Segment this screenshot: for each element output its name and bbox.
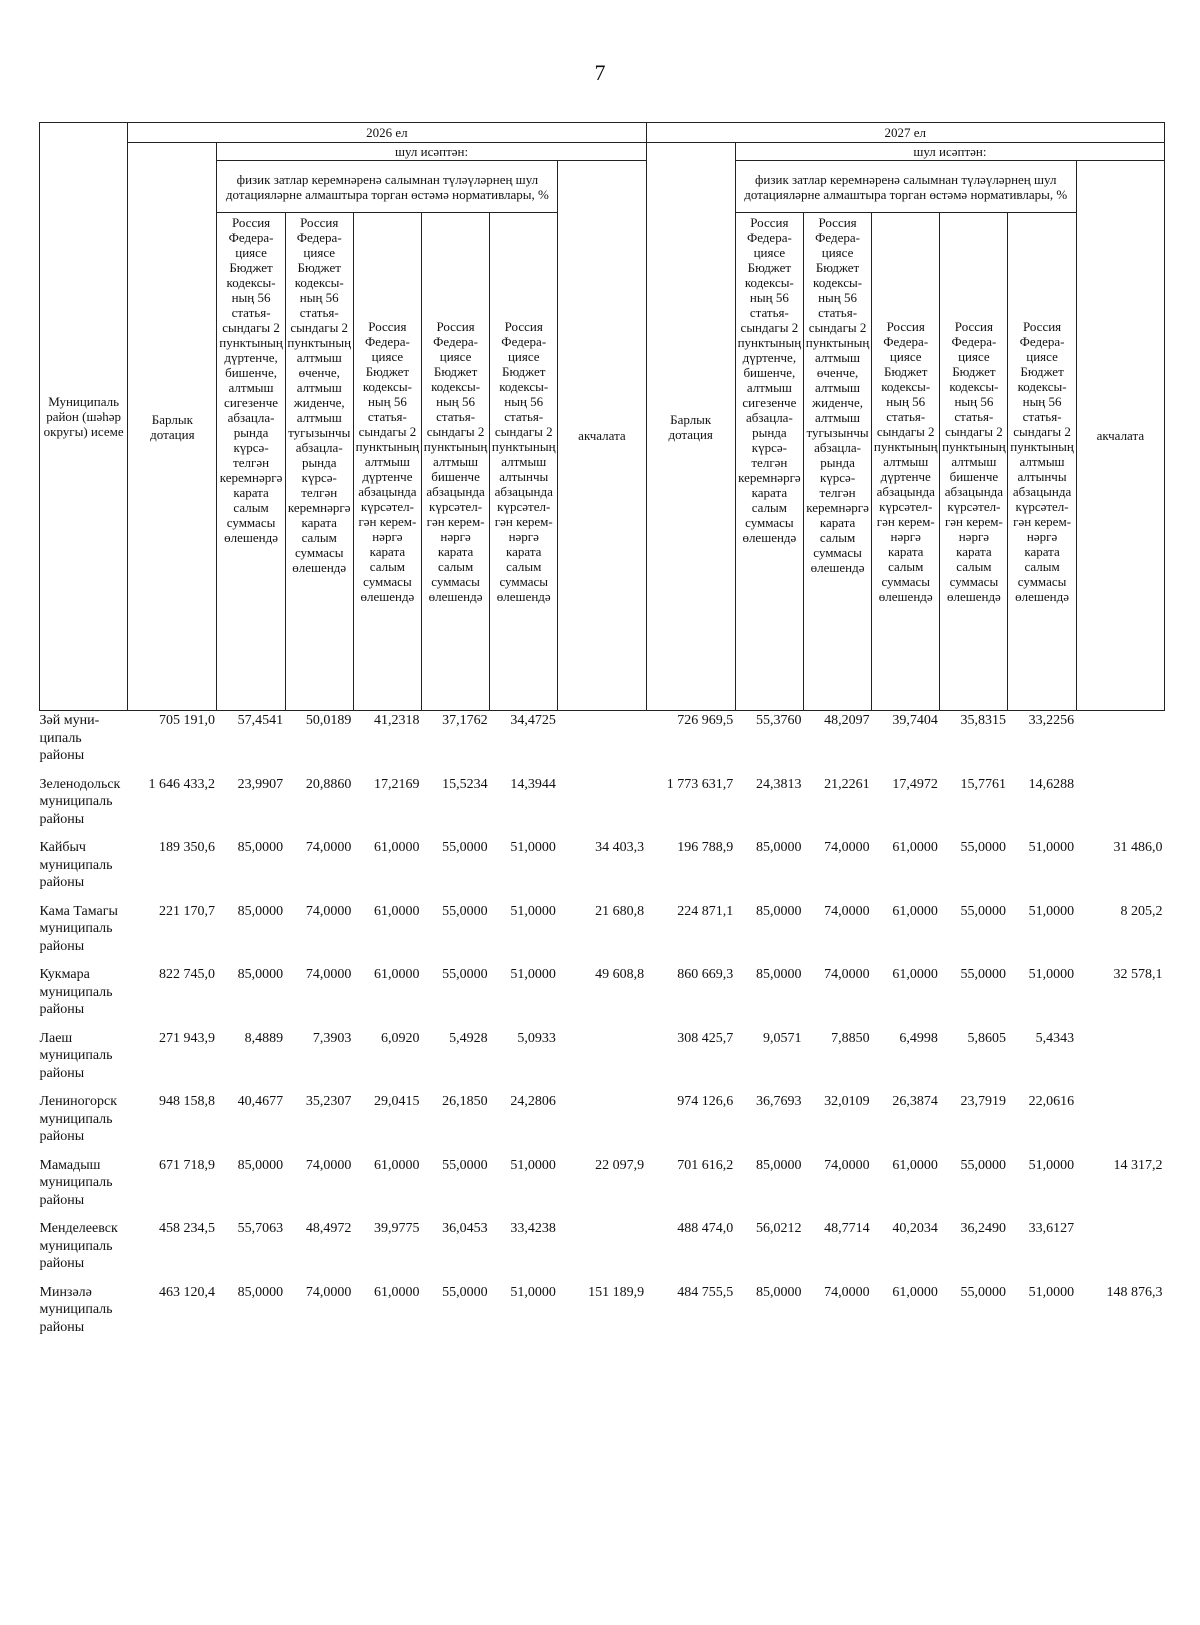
norm-5-2026: 34,4725 <box>510 713 556 728</box>
norm-5-2026: 5,0933 <box>517 1030 556 1046</box>
norm-4-2027: 55,0000 <box>960 903 1006 919</box>
norm-3-2027: 61,0000 <box>892 840 938 855</box>
norm-5-2027: 51,0000 <box>1028 903 1075 919</box>
norm-2-2026: 74,0000 <box>305 1157 352 1173</box>
cash-2026: 21 680,8 <box>595 903 645 919</box>
norm-3-2026: 61,0000 <box>373 1284 420 1300</box>
norm-3-2027: 61,0000 <box>892 1157 938 1173</box>
subsidy-table <box>39 122 1165 1346</box>
norm-3-2026: 17,2169 <box>373 776 420 792</box>
norm-3-2026: 61,0000 <box>373 1157 420 1173</box>
table-row <box>40 1283 1165 1347</box>
norm-1-2026: 85,0000 <box>237 967 284 982</box>
cash-2027: 14 317,2 <box>1113 1157 1163 1173</box>
cash-2027 <box>1076 1029 1164 1093</box>
norm-2-2027: 7,8850 <box>831 1030 870 1046</box>
header-norm-4-2027: Россия Федерациясе Бюджет кодексының 56 статьясындагы 2 пунктының алтмыш бишенче абзацында күрсәтелгән керемнәргә карата салым суммасы өлешендә <box>940 213 1008 711</box>
header-norm-2-2027: Россия Федерациясе Бюджет кодексының 56 статьясындагы 2 пунктының алтмыш өченче, алтмыш жиденче, алтмыш тугызынчы абзацларында күрсәтелгән керемнәргә карата салым суммасы өлешендә <box>803 213 871 711</box>
norm-5-2027: 22,0616 <box>1028 1094 1075 1109</box>
norm-1-2026: 23,9907 <box>237 776 284 792</box>
total-2026: 822 745,0 <box>158 967 215 982</box>
norm-2-2027: 21,2261 <box>824 776 870 792</box>
total-2027: 974 126,6 <box>677 1094 734 1109</box>
header-norms-2026: физик затлар керемнәренә салымнан түләүләрнең шул дотацияләрне алмаштыра торган өстәмә нормативлары, % <box>217 161 558 213</box>
total-2027: 224 871,1 <box>677 903 734 919</box>
norm-2-2026: 35,2307 <box>305 1094 352 1109</box>
total-2027: 484 755,5 <box>677 1284 734 1300</box>
norm-4-2026: 55,0000 <box>442 840 488 855</box>
table-row <box>40 965 1165 1029</box>
norm-3-2026: 39,9775 <box>373 1221 420 1236</box>
norm-2-2027: 48,7714 <box>824 1221 870 1236</box>
norm-1-2026: 55,7063 <box>237 1221 284 1236</box>
municipality-name: Лаеш муниципаль районы <box>39 1030 113 1081</box>
total-2027: 726 969,5 <box>677 713 734 728</box>
norm-1-2026: 85,0000 <box>237 903 284 919</box>
norm-1-2027: 56,0212 <box>755 1221 802 1236</box>
header-norm-5-2027: Россия Федерациясе Бюджет кодексының 56 статьясындагы 2 пунктының алтмыш алтынчы абзацында күрсәтелгән керемнәргә карата салым суммасы өлешендә <box>1008 213 1076 711</box>
norm-2-2027: 48,2097 <box>824 713 870 728</box>
total-2026: 948 158,8 <box>158 1094 215 1109</box>
norm-5-2027: 33,2256 <box>1028 713 1075 728</box>
header-norm-1-2026: Россия Федерациясе Бюджет кодексының 56 статьясындагы 2 пунктының дүртенче, бишенче, алтмыш сигезенче абзацларында күрсәтелгән керемнәргә карата салым суммасы өлешендә <box>217 213 285 711</box>
norm-5-2026: 51,0000 <box>510 967 556 982</box>
table-row <box>40 1092 1165 1156</box>
norm-3-2027: 61,0000 <box>892 903 938 919</box>
header-norm-5-2026: Россия Федерациясе Бюджет кодексының 56 статьясындагы 2 пунктының алтмыш алтынчы абзацында күрсәтелгән керемнәргә карата салым суммасы өлешендә <box>490 213 558 711</box>
norm-2-2026: 20,8860 <box>305 776 352 792</box>
norm-4-2027: 55,0000 <box>960 840 1006 855</box>
page-number: 7 <box>594 60 606 85</box>
header-norms-2027: физик затлар керемнәренә салымнан түләүләрнең шул дотацияләрне алмаштыра торган өстәмә нормативлары, % <box>735 161 1076 213</box>
norm-1-2027: 85,0000 <box>755 1284 802 1300</box>
cash-2026: 151 189,9 <box>588 1284 645 1300</box>
norm-1-2026: 85,0000 <box>237 1284 284 1300</box>
norm-3-2026: 61,0000 <box>373 840 420 855</box>
table-row <box>40 902 1165 966</box>
header-norm-2-2026: Россия Федерациясе Бюджет кодексының 56 статьясындагы 2 пунктының алтмыш өченче, алтмыш жиденче, алтмыш тугызынчы абзацларында күрсәтелгән керемнәргә карата салым суммасы өлешендә <box>285 213 353 711</box>
norm-5-2027: 14,6288 <box>1028 776 1075 792</box>
norm-1-2027: 85,0000 <box>755 840 802 855</box>
norm-2-2026: 48,4972 <box>305 1221 352 1236</box>
norm-5-2026: 51,0000 <box>510 840 556 855</box>
norm-1-2027: 24,3813 <box>755 776 802 792</box>
header-norm-3-2027: Россия Федерациясе Бюджет кодексының 56 статьясындагы 2 пунктының алтмыш дүртенче абзацында күрсәтелгән керемнәргә карата салым суммасы өлешендә <box>872 213 940 711</box>
norm-1-2027: 55,3760 <box>755 713 802 728</box>
norm-4-2027: 15,7761 <box>960 776 1006 792</box>
norm-5-2026: 51,0000 <box>510 1157 556 1173</box>
cash-2027 <box>1076 1092 1164 1156</box>
cash-2026: 34 403,3 <box>595 840 645 855</box>
municipality-name: Кукмара муниципаль районы <box>39 967 113 1017</box>
norm-5-2026: 51,0000 <box>510 903 556 919</box>
norm-4-2026: 37,1762 <box>442 713 488 728</box>
header-year-2026: 2026 ел <box>128 123 646 143</box>
cash-2027 <box>1076 775 1164 839</box>
norm-1-2026: 85,0000 <box>237 1157 284 1173</box>
norm-2-2027: 74,0000 <box>824 1157 870 1173</box>
header-norm-3-2026: Россия Федерациясе Бюджет кодексының 56 статьясындагы 2 пунктының алтмыш дүртенче абзацында күрсәтелгән керемнәргә карата салым суммасы өлешендә <box>353 213 421 711</box>
total-2027: 308 425,7 <box>677 1030 734 1046</box>
municipality-name: Зәй муниципаль районы <box>39 713 100 763</box>
norm-5-2027: 33,6127 <box>1028 1221 1075 1236</box>
norm-4-2026: 55,0000 <box>442 1284 488 1300</box>
norm-2-2027: 74,0000 <box>824 840 870 855</box>
table-row <box>40 775 1165 839</box>
table-row <box>40 838 1165 902</box>
table-row <box>40 1156 1165 1220</box>
municipality-name: Менделеевск муниципаль районы <box>39 1221 118 1271</box>
norm-4-2027: 55,0000 <box>960 967 1006 982</box>
header-cash-2027: акчалата <box>1076 161 1164 711</box>
total-2027: 488 474,0 <box>677 1221 734 1236</box>
norm-3-2027: 39,7404 <box>892 713 938 728</box>
header-total-2027: Барлык дотация <box>646 143 735 711</box>
norm-3-2027: 40,2034 <box>892 1221 938 1236</box>
norm-5-2026: 33,4238 <box>510 1221 556 1236</box>
norm-3-2027: 26,3874 <box>892 1094 938 1109</box>
municipality-name: Минзәлә муниципаль районы <box>39 1284 113 1335</box>
cash-2027: 32 578,1 <box>1113 967 1163 982</box>
norm-3-2026: 61,0000 <box>373 903 420 919</box>
norm-1-2026: 8,4889 <box>244 1030 284 1046</box>
cash-2026 <box>558 775 646 839</box>
norm-5-2026: 14,3944 <box>510 776 556 792</box>
municipality-name: Мамадыш муниципаль районы <box>39 1157 113 1208</box>
table-body <box>40 711 1165 1347</box>
norm-4-2027: 23,7919 <box>960 1094 1006 1109</box>
norm-4-2026: 36,0453 <box>442 1221 488 1236</box>
total-2027: 701 616,2 <box>677 1157 734 1173</box>
norm-3-2026: 61,0000 <box>373 967 420 982</box>
norm-2-2027: 74,0000 <box>824 967 870 982</box>
norm-3-2026: 6,0920 <box>380 1030 420 1046</box>
header-year-2027: 2027 ел <box>646 123 1164 143</box>
table-row <box>40 711 1165 775</box>
header-cash-2026: акчалата <box>558 161 646 711</box>
norm-5-2027: 51,0000 <box>1028 840 1075 855</box>
norm-1-2027: 9,0571 <box>762 1030 802 1046</box>
norm-1-2027: 85,0000 <box>755 903 802 919</box>
total-2026: 1 646 433,2 <box>148 776 215 792</box>
norm-1-2026: 85,0000 <box>237 840 284 855</box>
norm-4-2026: 55,0000 <box>442 1157 488 1173</box>
municipality-name: Кама Тамагы муниципаль районы <box>39 903 118 954</box>
total-2026: 271 943,9 <box>158 1030 215 1046</box>
total-2026: 705 191,0 <box>158 713 215 728</box>
municipality-name: Кайбыч муниципаль районы <box>39 840 113 890</box>
cash-2026: 22 097,9 <box>595 1157 645 1173</box>
table-row <box>40 1219 1165 1283</box>
header-including-2027: шул исәптән: <box>735 143 1164 161</box>
total-2027: 196 788,9 <box>677 840 734 855</box>
total-2027: 1 773 631,7 <box>666 776 734 792</box>
norm-2-2027: 32,0109 <box>824 1094 870 1109</box>
cash-2026 <box>558 711 646 775</box>
total-2026: 458 234,5 <box>158 1221 215 1236</box>
norm-2-2026: 7,3903 <box>312 1030 352 1046</box>
norm-4-2027: 35,8315 <box>960 713 1006 728</box>
norm-1-2027: 85,0000 <box>755 1157 802 1173</box>
norm-5-2026: 24,2806 <box>510 1094 556 1109</box>
norm-5-2027: 5,4343 <box>1035 1030 1075 1046</box>
cash-2026 <box>558 1219 646 1283</box>
norm-2-2026: 50,0189 <box>305 713 352 728</box>
norm-5-2027: 51,0000 <box>1028 967 1075 982</box>
norm-1-2027: 36,7693 <box>755 1094 802 1109</box>
norm-1-2027: 85,0000 <box>755 967 802 982</box>
total-2026: 189 350,6 <box>158 840 215 855</box>
total-2027: 860 669,3 <box>677 967 734 982</box>
norm-2-2026: 74,0000 <box>305 903 352 919</box>
norm-1-2026: 57,4541 <box>237 713 284 728</box>
norm-4-2026: 5,4928 <box>449 1030 488 1046</box>
norm-4-2027: 55,0000 <box>960 1284 1006 1300</box>
table-row <box>40 1029 1165 1093</box>
total-2026: 671 718,9 <box>158 1157 215 1173</box>
norm-2-2027: 74,0000 <box>824 903 870 919</box>
cash-2027 <box>1076 711 1164 775</box>
cash-2026 <box>558 1092 646 1156</box>
header-municipality-name: Муниципаль район (шәһәр округы) исеме <box>40 123 128 711</box>
norm-3-2027: 6,4998 <box>899 1030 938 1046</box>
norm-1-2026: 40,4677 <box>237 1094 284 1109</box>
norm-3-2026: 41,2318 <box>373 713 420 728</box>
norm-5-2027: 51,0000 <box>1028 1157 1075 1173</box>
norm-4-2026: 55,0000 <box>442 903 488 919</box>
total-2026: 221 170,7 <box>158 903 215 919</box>
header-norm-1-2027: Россия Федерациясе Бюджет кодексының 56 статьясындагы 2 пунктының дүртенче, бишенче, алтмыш сигезенче абзацларында күрсәтелгән керемнәргә карата салым суммасы өлешендә <box>735 213 803 711</box>
cash-2026 <box>558 1029 646 1093</box>
municipality-name: Лениногорск муниципаль районы <box>39 1094 117 1144</box>
norm-5-2026: 51,0000 <box>510 1284 556 1300</box>
cash-2027: 148 876,3 <box>1106 1284 1163 1300</box>
norm-4-2026: 55,0000 <box>442 967 488 982</box>
cash-2027: 8 205,2 <box>1120 903 1163 919</box>
cash-2027 <box>1076 1219 1164 1283</box>
norm-2-2027: 74,0000 <box>824 1284 870 1300</box>
norm-4-2027: 55,0000 <box>960 1157 1006 1173</box>
norm-2-2026: 74,0000 <box>305 840 352 855</box>
norm-2-2026: 74,0000 <box>305 1284 352 1300</box>
norm-3-2027: 17,4972 <box>892 776 938 792</box>
norm-4-2027: 36,2490 <box>960 1221 1006 1236</box>
header-norm-4-2026: Россия Федерациясе Бюджет кодексының 56 статьясындагы 2 пунктының алтмыш бишенче абзацында күрсәтелгән керемнәргә карата салым суммасы өлешендә <box>421 213 489 711</box>
norm-3-2026: 29,0415 <box>373 1094 420 1109</box>
header-total-2026: Барлык дотация <box>128 143 217 711</box>
header-including-2026: шул исәптән: <box>217 143 646 161</box>
municipality-name: Зеленодольск муниципаль районы <box>39 776 121 827</box>
norm-3-2027: 61,0000 <box>892 967 938 982</box>
norm-3-2027: 61,0000 <box>892 1284 938 1300</box>
norm-5-2027: 51,0000 <box>1028 1284 1075 1300</box>
norm-4-2027: 5,8605 <box>967 1030 1006 1046</box>
cash-2027: 31 486,0 <box>1113 840 1163 855</box>
total-2026: 463 120,4 <box>158 1284 215 1300</box>
norm-2-2026: 74,0000 <box>305 967 352 982</box>
norm-4-2026: 26,1850 <box>442 1094 488 1109</box>
norm-4-2026: 15,5234 <box>442 776 488 792</box>
cash-2026: 49 608,8 <box>595 967 645 982</box>
